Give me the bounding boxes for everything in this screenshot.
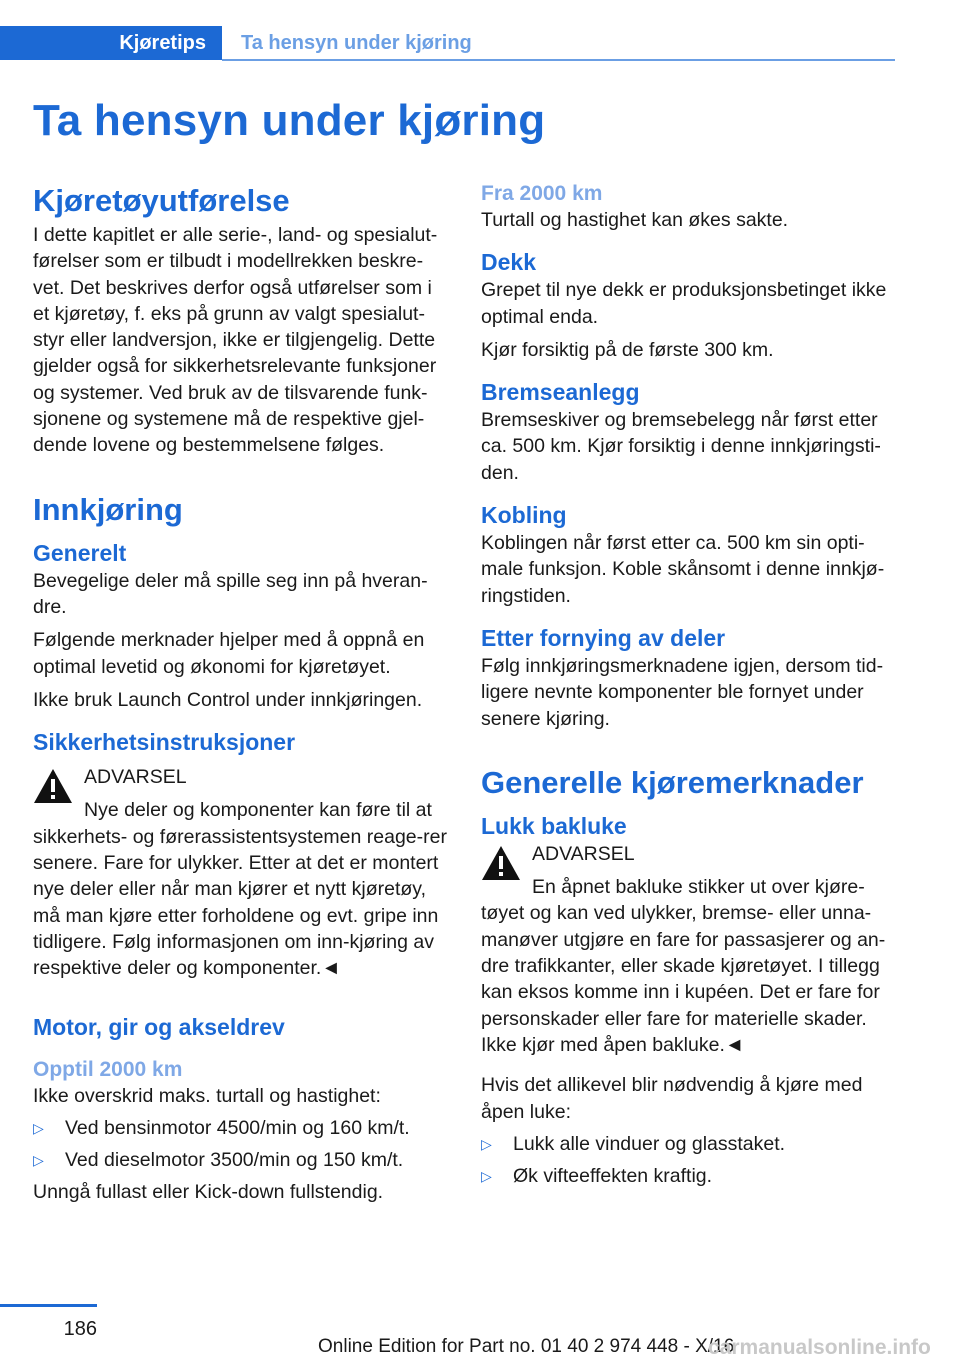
paragraph-vehicle-version: I dette kapitlet er alle serie-, land- og spesialut-førelser som er tilbudt i modellrekken beskre-vet. Det beskrives derfor også utførelser som i et kjøretøy, f. eks på grunn av valgt spesialut-styr eller landversjon, ikke er tilgjengelig. Dette gjelder også for sikkerhetsrelevante funksjoner og systemer. Ved bruk av de tilsvarende funk-sjonene og systemene må de respektive gjel-dende lovene og bestemmelsene følges.: [33, 224, 438, 457]
paragraph-tires-1: Grepet til nye dekk er produksjonsbetinget ikke optimal enda.: [481, 279, 887, 328]
heading-brakes: Bremseanlegg: [481, 379, 640, 406]
paragraph-general-1: Bevegelige deler må spille seg inn på hveran-dre.: [33, 569, 428, 618]
open-hatch-list: [481, 1131, 896, 1190]
warning-text-rest: sikkerhets- og førerassistentsystemen reage-rer senere. Fare for ulykker. Etter at det er montert nye deler eller når man kjører et nytt kjøretøy, må man kjøre etter forholdene og evt. gripe inn tidligere. Følg informasjonen om inn-kjøring av respektive deler og komponenter.◄: [33, 825, 447, 980]
heading-engine: Motor, gir og akseldrev: [33, 1013, 285, 1040]
paragraph-general-2: Følgende merknader hjelper med å oppnå en optimal levetid og økonomi for kjøretøyet.: [33, 629, 425, 678]
paragraph-from-2000: Turtall og hastighet kan økes sakte.: [481, 209, 789, 231]
warning-text-rest: tøyet og kan ved ulykker, bremse- eller unna-manøver utgjøre en fare for passasjerer og an-dre trafikkanter, eller skade kjøretøyet. I tillegg kan eksos komme inn i kupéen. Det er fare for personskader eller fare for materielle skader. Ikke kjør med åpen bakluke.◄: [481, 902, 886, 1056]
warning-block-parts: [33, 764, 448, 981]
heading-from-2000: Fra 2000 km: [481, 182, 603, 205]
warning-triangle-icon: [481, 845, 521, 881]
paragraph-clutch: Koblingen når først etter ca. 500 km sin opti-male funksjon. Koble skånsomt i denne innkjø-ringstiden.: [481, 532, 885, 607]
paragraph-kickdown: Unngå fullast eller Kick-down fullstendig.: [33, 1181, 384, 1204]
paragraph-parts-renewal: Følg innkjøringsmerknadene igjen, dersom tid-ligere nevnte komponenter ble fornyet under senere kjøring.: [481, 654, 884, 730]
triangle-bullet-icon: ▷: [33, 1152, 44, 1169]
warning-label: ADVARSEL: [84, 766, 187, 789]
heading-tires: Dekk: [481, 249, 536, 276]
paragraph-general-3: Ikke bruk Launch Control under innkjøringen.: [33, 688, 423, 711]
header-rule: [222, 59, 895, 61]
heading-vehicle-version: Kjøretøyutførelse: [33, 183, 290, 218]
online-edition-note: Online Edition for Part no. 01 40 2 974 448 - X/16: [318, 1336, 735, 1357]
speed-limit-list: [33, 1115, 448, 1174]
list-item: ▷ Ved dieselmotor 3500/min og 150 km/t.: [33, 1147, 448, 1173]
heading-general: Generelt: [33, 539, 127, 566]
footer-rule: [0, 1304, 97, 1307]
triangle-bullet-icon: ▷: [481, 1168, 492, 1185]
section-breadcrumb: Ta hensyn under kjøring: [241, 32, 472, 54]
warning-text-line-1: Nye deler og komponenter kan føre til at: [84, 799, 432, 822]
paragraph-open-hatch: Hvis det allikevel blir nødvendig å kjøre med åpen luke:: [481, 1074, 863, 1123]
warning-text-line-1: En åpnet bakluke stikker ut over kjøre-: [532, 876, 865, 899]
triangle-bullet-icon: ▷: [33, 1119, 44, 1136]
list-item: ▷ Øk vifteeffekten kraftig.: [481, 1163, 896, 1189]
heading-close-tailgate: Lukk bakluke: [481, 812, 627, 839]
heading-breakin: Innkjøring: [33, 491, 183, 527]
heading-safety: Sikkerhetsinstruksjoner: [33, 729, 296, 756]
warning-label: ADVARSEL: [532, 842, 635, 865]
list-item: ▷ Lukk alle vinduer og glasstaket.: [481, 1131, 896, 1157]
page-header: [0, 26, 895, 62]
paragraph-up-to-2000: Ikke overskrid maks. turtall og hastighet:: [33, 1084, 381, 1107]
paragraph-brakes: Bremseskiver og bremsebelegg når først etter ca. 500 km. Kjør forsiktig i denne innkjøringsti-den.: [481, 409, 881, 484]
watermark: carmanualsonline.info: [708, 1336, 931, 1359]
paragraph-tires-2: Kjør forsiktig på de første 300 km.: [481, 338, 774, 361]
warning-block-tailgate: [481, 841, 896, 1058]
triangle-bullet-icon: ▷: [481, 1135, 492, 1152]
heading-clutch: Kobling: [481, 502, 567, 529]
chapter-tab: Kjøretips: [0, 26, 222, 60]
heading-general-notes: Generelle kjøremerknader: [481, 764, 864, 800]
heading-parts-renewal: Etter fornying av deler: [481, 624, 726, 651]
page-title: Ta hensyn under kjøring: [33, 96, 546, 145]
heading-up-to-2000: Opptil 2000 km: [33, 1057, 183, 1081]
right-column: [481, 180, 896, 1195]
left-column: [33, 180, 448, 1206]
page-number: 186: [63, 1318, 97, 1340]
warning-triangle-icon: [33, 768, 73, 804]
list-item: ▷ Ved bensinmotor 4500/min og 160 km/t.: [33, 1115, 448, 1141]
